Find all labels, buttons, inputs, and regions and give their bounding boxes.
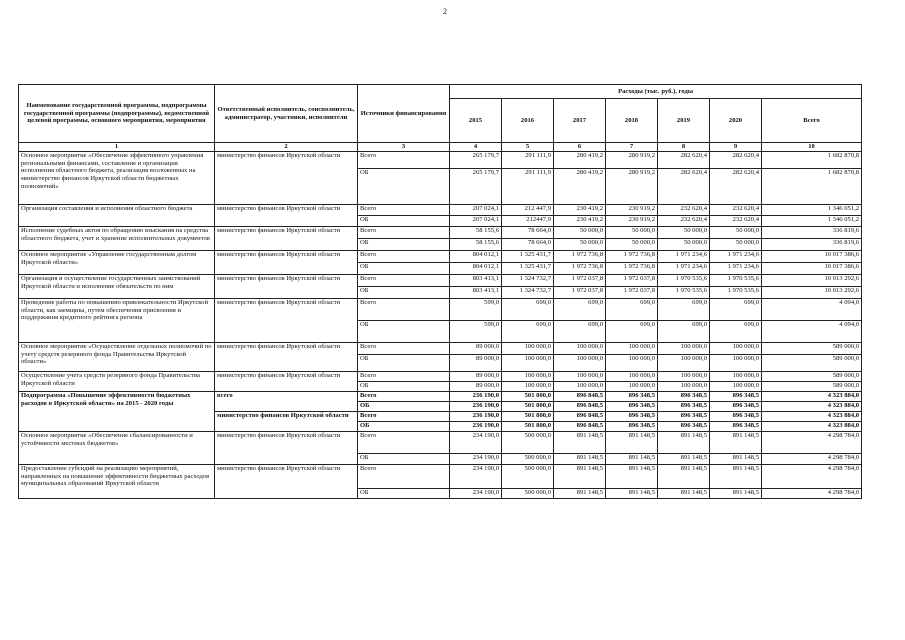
row-value-cell: 100 000,0: [502, 371, 554, 381]
row-total-cell: 10 013 292,6: [762, 274, 862, 286]
row-value-cell: 896 348,5: [710, 421, 762, 431]
row-value-cell: 891 148,5: [606, 453, 658, 464]
row-value-cell: 230 919,2: [606, 204, 658, 215]
row-value-cell: 1 971 234,6: [710, 250, 762, 262]
row-value-cell: 50 000,0: [658, 226, 710, 238]
row-value-cell: 1 970 535,6: [658, 274, 710, 286]
row-value-cell: 699,0: [502, 320, 554, 342]
row-source-cell: Всего: [358, 391, 450, 401]
row-value-cell: 236 190,0: [450, 401, 502, 411]
row-value-cell: 896 348,5: [606, 411, 658, 421]
row-value-cell: 230 419,2: [554, 215, 606, 226]
row-executor-cell: министерство финансов Иркутской области: [215, 226, 358, 250]
row-name-cell: Основное мероприятие «Управление государственным долгом Иркутской области»: [19, 250, 215, 274]
row-total-cell: 10 017 386,6: [762, 250, 862, 262]
row-source-cell: ОБ: [358, 286, 450, 298]
row-value-cell: 100 000,0: [710, 342, 762, 354]
header-name-cell: Наименование государственной программы, подпрограммы государственной программы (подпрограммы), ведомственной целевой программы, основного мероприятия, мероприятия: [19, 85, 215, 143]
row-value-cell: 896 348,5: [658, 401, 710, 411]
row-value-cell: 230 419,2: [554, 204, 606, 215]
header-year-cell: 2019: [658, 99, 710, 143]
row-value-cell: 891 148,5: [554, 431, 606, 453]
row-value-cell: 207 024,1: [450, 215, 502, 226]
row-value-cell: 501 800,0: [502, 391, 554, 401]
row-value-cell: 282 620,4: [710, 168, 762, 204]
row-value-cell: 891 148,5: [554, 464, 606, 488]
row-value-cell: 280 919,2: [606, 168, 658, 204]
row-total-cell: 10 013 292,6: [762, 286, 862, 298]
row-value-cell: 100 000,0: [658, 354, 710, 371]
row-value-cell: 699,0: [502, 298, 554, 320]
row-total-cell: 1 346 051,2: [762, 204, 862, 215]
row-value-cell: 50 000,0: [658, 238, 710, 250]
row-value-cell: 58 155,6: [450, 226, 502, 238]
table-row: [19, 464, 862, 488]
row-value-cell: 280 919,2: [606, 151, 658, 168]
row-value-cell: 804 012,1: [450, 250, 502, 262]
row-value-cell: 1 972 736,8: [554, 262, 606, 274]
row-total-cell: 10 017 386,6: [762, 262, 862, 274]
row-source-cell: Всего: [358, 411, 450, 421]
header-year-cell: 2017: [554, 99, 606, 143]
row-value-cell: 1 972 037,8: [606, 274, 658, 286]
row-value-cell: 58 155,6: [450, 238, 502, 250]
row-value-cell: 236 190,0: [450, 391, 502, 401]
row-value-cell: 100 000,0: [658, 381, 710, 391]
row-value-cell: 234 190,0: [450, 488, 502, 498]
row-value-cell: 207 024,1: [450, 204, 502, 215]
row-value-cell: 89 000,0: [450, 371, 502, 381]
row-value-cell: 100 000,0: [606, 354, 658, 371]
column-number: 3: [358, 143, 450, 152]
header-year-cell: 2015: [450, 99, 502, 143]
row-source-cell: ОБ: [358, 354, 450, 371]
row-value-cell: 891 148,5: [606, 464, 658, 488]
row-value-cell: 291 111,9: [502, 168, 554, 204]
row-source-cell: ОБ: [358, 401, 450, 411]
row-value-cell: 100 000,0: [554, 354, 606, 371]
row-source-cell: ОБ: [358, 168, 450, 204]
row-value-cell: 896 848,5: [554, 421, 606, 431]
row-total-cell: 4 298 784,0: [762, 453, 862, 464]
subprogram-executor-total-cell: всего: [215, 391, 358, 411]
row-value-cell: 100 000,0: [606, 381, 658, 391]
row-source-cell: ОБ: [358, 488, 450, 498]
column-number: 4: [450, 143, 502, 152]
row-source-cell: ОБ: [358, 320, 450, 342]
row-value-cell: 500 000,0: [502, 453, 554, 464]
header-year-cell: 2018: [606, 99, 658, 143]
column-number: 9: [710, 143, 762, 152]
row-source-cell: Всего: [358, 274, 450, 286]
row-total-cell: 4 323 884,0: [762, 401, 862, 411]
budget-table: [18, 84, 862, 499]
row-value-cell: 803 413,1: [450, 274, 502, 286]
row-total-cell: 589 000,0: [762, 371, 862, 381]
row-value-cell: 896 348,5: [710, 401, 762, 411]
table-row: [19, 371, 862, 381]
table-row: [19, 226, 862, 238]
column-number: 8: [658, 143, 710, 152]
table-row: [19, 274, 862, 286]
header-executor-cell: Ответственный исполнитель, соисполнитель, администратор, участники, исполнители: [215, 85, 358, 143]
header-year-cell: 2016: [502, 99, 554, 143]
row-value-cell: 89 000,0: [450, 381, 502, 391]
row-value-cell: 236 190,0: [450, 421, 502, 431]
row-source-cell: ОБ: [358, 381, 450, 391]
row-source-cell: Всего: [358, 342, 450, 354]
row-value-cell: 282 620,4: [710, 151, 762, 168]
subprogram-name-cell: Подпрограмма «Повышение эффективности бюджетных расходов в Иркутской области» на 2015 - 2020 годы: [19, 391, 215, 431]
row-value-cell: 896 348,5: [710, 391, 762, 401]
row-total-cell: 4 298 784,0: [762, 431, 862, 453]
row-executor-cell: министерство финансов Иркутской области: [215, 204, 358, 226]
table-row: [19, 250, 862, 262]
row-value-cell: 50 000,0: [554, 238, 606, 250]
row-value-cell: 50 000,0: [606, 238, 658, 250]
row-total-cell: 1 682 870,8: [762, 151, 862, 168]
row-value-cell: 1 970 535,6: [658, 286, 710, 298]
row-value-cell: 891 148,5: [658, 431, 710, 453]
row-value-cell: 1 971 234,6: [710, 262, 762, 274]
column-number: 6: [554, 143, 606, 152]
table-row: [19, 431, 862, 453]
table-row: [19, 298, 862, 320]
row-value-cell: 100 000,0: [710, 381, 762, 391]
row-value-cell: 100 000,0: [502, 342, 554, 354]
row-executor-cell: министерство финансов Иркутской области: [215, 371, 358, 391]
row-value-cell: 891 148,5: [658, 464, 710, 488]
row-value-cell: 282 620,4: [658, 168, 710, 204]
row-value-cell: 78 664,0: [502, 238, 554, 250]
row-executor-cell: министерство финансов Иркутской области: [215, 274, 358, 298]
row-value-cell: 699,0: [658, 298, 710, 320]
row-total-cell: 4 323 884,0: [762, 391, 862, 401]
row-value-cell: 1 972 736,8: [606, 250, 658, 262]
row-value-cell: 803 413,1: [450, 286, 502, 298]
row-value-cell: 50 000,0: [710, 226, 762, 238]
row-value-cell: 100 000,0: [658, 371, 710, 381]
row-name-cell: Предоставление субсидий на реализацию мероприятий, направленных на повышение эффективности бюджетных расходов муниципальных образований Иркутской области: [19, 464, 215, 498]
row-value-cell: 78 664,0: [502, 226, 554, 238]
row-value-cell: 50 000,0: [554, 226, 606, 238]
row-value-cell: 232 620,4: [710, 204, 762, 215]
row-value-cell: 896 848,5: [554, 411, 606, 421]
page-number: 2: [443, 7, 447, 16]
row-total-cell: 1 346 051,2: [762, 215, 862, 226]
row-value-cell: 501 800,0: [502, 411, 554, 421]
row-source-cell: Всего: [358, 250, 450, 262]
row-value-cell: 1 972 037,8: [554, 286, 606, 298]
row-value-cell: 896 348,5: [606, 421, 658, 431]
table-header: [19, 85, 862, 152]
row-value-cell: 100 000,0: [554, 381, 606, 391]
row-value-cell: 1 325 431,7: [502, 250, 554, 262]
row-value-cell: 100 000,0: [502, 354, 554, 371]
row-name-cell: Организация составления и исполнения областного бюджета: [19, 204, 215, 226]
row-value-cell: 501 800,0: [502, 421, 554, 431]
row-value-cell: 234 190,0: [450, 431, 502, 453]
row-total-cell: 589 000,0: [762, 381, 862, 391]
row-value-cell: 804 012,1: [450, 262, 502, 274]
row-value-cell: 699,0: [710, 320, 762, 342]
table-row: [19, 342, 862, 354]
row-value-cell: 291 111,9: [502, 151, 554, 168]
row-name-cell: Организация и осуществление государственных заимствований Иркутской области и исполнение обязательств по ним: [19, 274, 215, 298]
row-value-cell: 100 000,0: [710, 354, 762, 371]
row-source-cell: Всего: [358, 226, 450, 238]
row-value-cell: 891 148,5: [710, 464, 762, 488]
column-number: 7: [606, 143, 658, 152]
row-value-cell: 1 324 732,7: [502, 286, 554, 298]
row-value-cell: 1 970 535,6: [710, 274, 762, 286]
row-source-cell: ОБ: [358, 215, 450, 226]
row-source-cell: Всего: [358, 298, 450, 320]
row-value-cell: 212 447,9: [502, 204, 554, 215]
row-value-cell: 234 190,0: [450, 453, 502, 464]
row-value-cell: 896 348,5: [658, 391, 710, 401]
column-number: 2: [215, 143, 358, 152]
table-row: [19, 204, 862, 215]
row-total-cell: 4 094,0: [762, 298, 862, 320]
row-executor-cell: министерство финансов Иркутской области: [215, 298, 358, 342]
row-name-cell: Осуществление учета средств резервного фонда Правительства Иркутской области: [19, 371, 215, 391]
row-source-cell: Всего: [358, 371, 450, 381]
row-value-cell: 1 971 234,6: [658, 262, 710, 274]
row-value-cell: 1 972 736,8: [554, 250, 606, 262]
row-value-cell: 896 348,5: [658, 421, 710, 431]
row-value-cell: 89 000,0: [450, 342, 502, 354]
row-value-cell: 891 148,5: [554, 453, 606, 464]
row-value-cell: 891 148,5: [554, 488, 606, 498]
row-value-cell: 501 800,0: [502, 401, 554, 411]
row-value-cell: 1 324 732,7: [502, 274, 554, 286]
row-value-cell: 891 148,5: [710, 453, 762, 464]
column-number: 10: [762, 143, 862, 152]
table-row: [19, 151, 862, 168]
row-value-cell: 100 000,0: [554, 371, 606, 381]
row-executor-cell: министерство финансов Иркутской области: [215, 464, 358, 498]
subprogram-executor-ministry-cell: министерство финансов Иркутской области: [215, 411, 358, 431]
row-value-cell: 232 620,4: [658, 215, 710, 226]
row-value-cell: 280 419,2: [554, 168, 606, 204]
row-value-cell: 50 000,0: [710, 238, 762, 250]
row-total-cell: 4 323 884,0: [762, 421, 862, 431]
header-expenses-cell: Расходы (тыс. руб.), годы: [450, 85, 862, 99]
row-source-cell: Всего: [358, 204, 450, 215]
row-value-cell: 100 000,0: [658, 342, 710, 354]
subprogram-row: [19, 391, 862, 401]
row-value-cell: 896 848,5: [554, 391, 606, 401]
row-value-cell: 891 148,5: [658, 488, 710, 498]
row-value-cell: 280 419,2: [554, 151, 606, 168]
row-value-cell: 100 000,0: [554, 342, 606, 354]
row-executor-cell: министерство финансов Иркутской области: [215, 250, 358, 274]
row-value-cell: 50 000,0: [606, 226, 658, 238]
row-source-cell: ОБ: [358, 262, 450, 274]
row-value-cell: 699,0: [554, 320, 606, 342]
row-value-cell: 230 919,2: [606, 215, 658, 226]
row-source-cell: Всего: [358, 464, 450, 488]
row-value-cell: 89 000,0: [450, 354, 502, 371]
row-value-cell: 896 348,5: [658, 411, 710, 421]
row-value-cell: 232 620,4: [710, 215, 762, 226]
column-number-row: [19, 143, 862, 152]
row-source-cell: Всего: [358, 151, 450, 168]
row-total-cell: 589 000,0: [762, 354, 862, 371]
row-value-cell: 1 971 234,6: [658, 250, 710, 262]
row-value-cell: 1 972 736,8: [606, 262, 658, 274]
header-source-cell: Источники финансирования: [358, 85, 450, 143]
row-value-cell: 896 348,5: [606, 401, 658, 411]
row-value-cell: 100 000,0: [502, 381, 554, 391]
row-value-cell: 212447,9: [502, 215, 554, 226]
row-value-cell: 891 148,5: [606, 488, 658, 498]
row-value-cell: 265 179,7: [450, 151, 502, 168]
row-value-cell: 891 148,5: [606, 431, 658, 453]
row-total-cell: 336 819,6: [762, 238, 862, 250]
row-executor-cell: министерство финансов Иркутской области: [215, 151, 358, 204]
row-value-cell: 699,0: [554, 298, 606, 320]
row-value-cell: 234 190,0: [450, 464, 502, 488]
row-value-cell: 1 972 037,8: [606, 286, 658, 298]
row-value-cell: 282 620,4: [658, 151, 710, 168]
row-value-cell: 236 190,0: [450, 411, 502, 421]
row-value-cell: 896 348,5: [710, 411, 762, 421]
header-total-cell: Всего: [762, 99, 862, 143]
row-value-cell: 896 348,5: [606, 391, 658, 401]
column-number: 5: [502, 143, 554, 152]
row-value-cell: 265 179,7: [450, 168, 502, 204]
row-value-cell: 232 620,4: [658, 204, 710, 215]
row-value-cell: 500 000,0: [502, 488, 554, 498]
row-value-cell: 699,0: [606, 320, 658, 342]
row-value-cell: 699,0: [606, 298, 658, 320]
row-name-cell: Основное мероприятие «Осуществление отдельных полномочий по учету средств резервного фонда Правительства Иркутской области»: [19, 342, 215, 371]
row-total-cell: 4 298 784,0: [762, 464, 862, 488]
row-value-cell: 896 848,5: [554, 401, 606, 411]
row-name-cell: Исполнение судебных актов по обращению взыскания на средства областного бюджета, учет и хранение исполнительных документов: [19, 226, 215, 250]
row-value-cell: 699,0: [658, 320, 710, 342]
row-value-cell: 100 000,0: [606, 342, 658, 354]
row-value-cell: 500 000,0: [502, 464, 554, 488]
row-name-cell: Основное мероприятие «Обеспечение сбалансированности и устойчивости местных бюджетов»: [19, 431, 215, 464]
column-number: 1: [19, 143, 215, 152]
row-source-cell: ОБ: [358, 453, 450, 464]
row-value-cell: 100 000,0: [606, 371, 658, 381]
row-value-cell: 891 148,5: [658, 453, 710, 464]
row-value-cell: 599,0: [450, 320, 502, 342]
row-total-cell: 589 000,0: [762, 342, 862, 354]
row-value-cell: 1 972 037,8: [554, 274, 606, 286]
row-name-cell: Основное мероприятие «Обеспечение эффективного управления региональными финансами, составление и организация исполнения областного бюджета, реализация возложенных на министерство финансов Иркутской области бюджетных полномочий»: [19, 151, 215, 204]
row-value-cell: 891 148,5: [710, 431, 762, 453]
row-total-cell: 1 682 870,8: [762, 168, 862, 204]
row-total-cell: 336 819,6: [762, 226, 862, 238]
table-body: [19, 151, 862, 498]
row-source-cell: ОБ: [358, 421, 450, 431]
row-source-cell: Всего: [358, 431, 450, 453]
row-value-cell: 100 000,0: [710, 371, 762, 381]
header-row-1: [19, 85, 862, 99]
row-executor-cell: министерство финансов Иркутской области: [215, 431, 358, 464]
row-value-cell: 599,0: [450, 298, 502, 320]
row-source-cell: ОБ: [358, 238, 450, 250]
row-total-cell: 4 323 884,0: [762, 411, 862, 421]
row-total-cell: 4 298 784,0: [762, 488, 862, 498]
row-name-cell: Проведение работы по повышению привлекательности Иркутской области, как заемщика, путем обеспечения присвоения и поддержания кредитного рейтинга региона: [19, 298, 215, 342]
row-value-cell: 891 148,5: [710, 488, 762, 498]
row-executor-cell: министерство финансов Иркутской области: [215, 342, 358, 371]
row-value-cell: 699,0: [710, 298, 762, 320]
row-total-cell: 4 094,0: [762, 320, 862, 342]
row-value-cell: 1 325 431,7: [502, 262, 554, 274]
row-value-cell: 1 970 535,6: [710, 286, 762, 298]
header-year-cell: 2020: [710, 99, 762, 143]
row-value-cell: 500 000,0: [502, 431, 554, 453]
